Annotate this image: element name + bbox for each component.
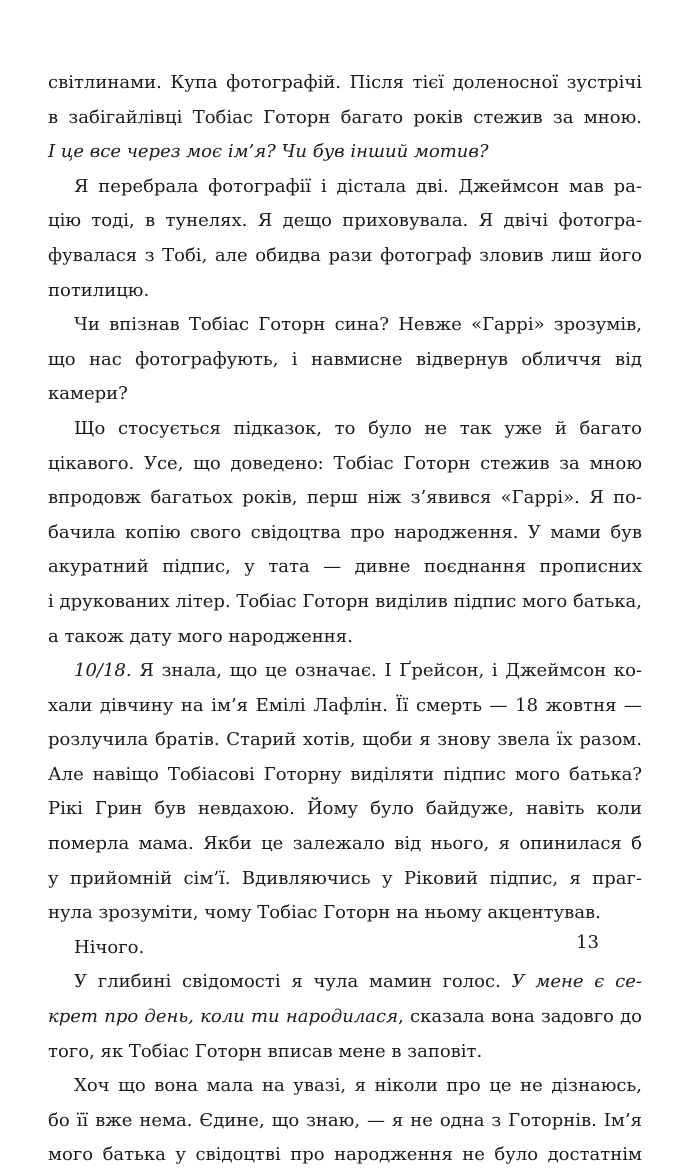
text-run: камери?	[48, 383, 128, 405]
italic-text: У мене є се-	[511, 971, 642, 993]
text-run: У глибині свідомості я чула мамин голос.	[74, 971, 512, 993]
text-line	[48, 862, 642, 897]
text-line	[48, 654, 642, 689]
paragraph	[48, 66, 642, 170]
text-line	[48, 204, 642, 239]
paragraph	[48, 170, 642, 308]
text-run: Що стосується підказок, то було не так уже й багато	[74, 417, 642, 439]
text-line	[48, 481, 642, 516]
italic-text: 10/18.	[74, 660, 132, 682]
text-line	[48, 1035, 642, 1070]
text-line	[48, 550, 642, 585]
text-line	[48, 343, 642, 378]
text-run: , сказала вона задовго до	[398, 1006, 643, 1028]
text-run: і друкованих літер. Тобіас Готорн виділив підпис мого батька,	[48, 590, 642, 612]
text-run: Але навіщо Тобіасові Готорну виділяти підпис мого батька?	[48, 763, 642, 785]
text-line	[48, 965, 642, 1000]
text-line	[48, 827, 642, 862]
text-line	[48, 308, 642, 343]
paragraph	[48, 308, 642, 412]
text-run: а також дату мого народження.	[48, 625, 353, 647]
text-line	[48, 689, 642, 724]
text-line	[48, 792, 642, 827]
text-line	[48, 1104, 642, 1139]
text-run: бо її вже нема. Єдине, що знаю, — я не одна з Готорнів. Ім’я	[48, 1109, 642, 1131]
text-line	[48, 239, 642, 274]
text-line	[48, 447, 642, 482]
text-run: світлинами. Купа фотографій. Після тієї доленосної зустрічі	[48, 72, 642, 93]
paragraph	[48, 412, 642, 654]
paragraph	[48, 965, 642, 1069]
text-run: потилицю.	[48, 279, 150, 301]
text-run: цію тоді, в тунелях. Я дещо приховувала. Я двічі фотогра-	[48, 210, 642, 232]
page-number: 13	[576, 932, 599, 953]
paragraph	[48, 931, 642, 966]
text-run: померла мама. Якби це залежало від нього, я опинилася б	[48, 833, 642, 855]
text-run: хали дівчину на ім’я Емілі Лафлін. Її смерть — 18 жовтня —	[48, 694, 642, 716]
text-run: у прийомній сім’ї. Вдивляючись у Ріковий підпис, я праг-	[48, 867, 642, 889]
text-run: того, як Тобіас Готорн вписав мене в заповіт.	[48, 1040, 483, 1062]
text-run: Нічого.	[74, 936, 145, 958]
text-run: бачила копію свого свідоцтва про народження. У мами був	[48, 521, 642, 543]
text-line	[48, 516, 642, 551]
text-line	[48, 896, 642, 931]
italic-text: І це все через моє ім’я? Чи був інший мотив?	[48, 141, 489, 163]
text-run: Чи впізнав Тобіас Готорн сина? Невже «Гаррі» зрозумів,	[74, 314, 642, 336]
text-line	[48, 66, 642, 101]
text-line	[48, 1069, 642, 1104]
italic-text: крет про день, коли ти народилася	[48, 1006, 399, 1028]
text-run: в забігайлівці Тобіас Готорн багато років стежив за мною.	[48, 106, 642, 128]
book-page-body	[48, 66, 642, 1173]
text-run: Я перебрала фотографії і дістала дві. Джеймсон мав ра-	[74, 175, 642, 197]
text-line	[48, 412, 642, 447]
text-run: фувалася з Тобі, але обидва рази фотограф зловив лиш його	[48, 244, 642, 266]
paragraph	[48, 654, 642, 931]
text-line	[48, 931, 642, 966]
text-run: Рікі Грин був невдахою. Йому було байдуже, навіть коли	[48, 798, 642, 820]
text-run: Я знала, що це означає. І Ґрейсон, і Джеймсон ко-	[131, 660, 642, 682]
text-line	[48, 377, 642, 412]
text-run: що нас фотографують, і навмисне відвернув обличчя від	[48, 348, 642, 370]
text-line	[48, 620, 642, 655]
text-line	[48, 135, 642, 170]
text-line	[48, 585, 642, 620]
text-line	[48, 1000, 642, 1035]
text-run: Хоч що вона мала на увазі, я ніколи про це не дізнаюсь,	[74, 1075, 642, 1097]
text-line	[48, 758, 642, 793]
text-line	[48, 101, 642, 136]
text-run: впродовж багатьох років, перш ніж з’явився «Гаррі». Я по-	[48, 487, 642, 509]
paragraph	[48, 1069, 642, 1173]
text-line	[48, 1138, 642, 1173]
text-run: розлучила братів. Старий хотів, щоби я знову звела їх разом.	[48, 729, 642, 751]
text-line	[48, 170, 642, 205]
text-run: цікавого. Усе, що доведено: Тобіас Готорн стежив за мною	[48, 452, 642, 474]
text-line	[48, 274, 642, 309]
text-run: нула зрозуміти, чому Тобіас Готорн на ньому акцентував.	[48, 902, 601, 924]
text-line	[48, 723, 642, 758]
text-run: акуратний підпис, у тата — дивне поєднання прописних	[48, 556, 642, 578]
text-run: мого батька у свідоцтві про народження не було достатнім	[48, 1144, 642, 1166]
